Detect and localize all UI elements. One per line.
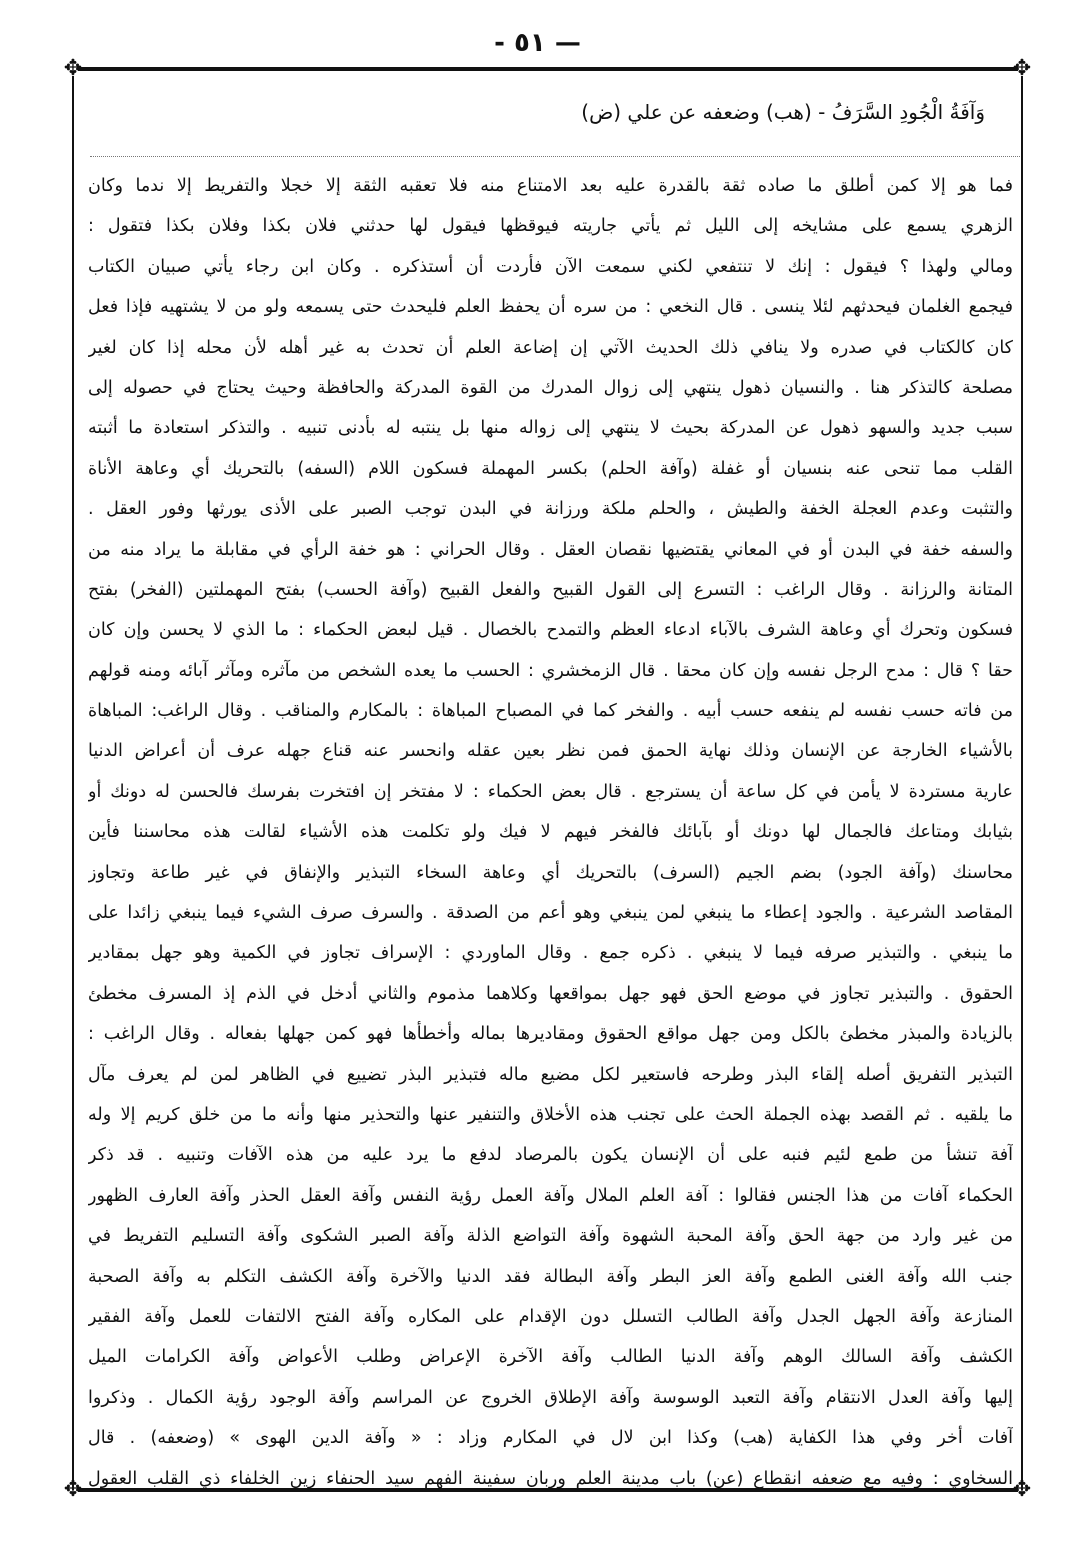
text-line: فيجمع الغلمان فيحدثهم لئلا ينسى . قال النخعي : من سره أن يحفظ العلم فليحدث حتى يسمعه ولو من لا يشتهيه فإذا فعل [88, 297, 1013, 318]
text-line: مصلحة كالتذكر هنا . والنسيان ذهول ينتهي إلى زوال المدرك من القوة المدركة والحافظة وحيث يحتاج في حصوله إلى [88, 377, 1013, 398]
text-line: بثيابك ومتاعك فالجمال لها دونك أو بآبائك فالفخر فيهم لا فيك ولو تكلمت هذه الأشياء لقالت هذه محاسننا فأين [88, 822, 1013, 843]
text-line: الزهري يسمع على مشايخه إلى الليل ثم يأتي جاريته فيوقظها فيقول لها حدثني فلان بكذا وفلان بكذا فتقول : [88, 216, 1013, 237]
corner-ornament-icon: ✥ [1012, 1477, 1032, 1502]
page-number: — ٥١ - [494, 28, 581, 58]
text-line: ما ينبغي . والتبذير صرفه فيما لا ينبغي . ذكره جمع . وقال الماوردي : الإسراف تجاوز في الكمية وهو جهل بمقادير [88, 943, 1013, 964]
text-line: إليها وآفة العدل الانتقام وآفة التعبد الوسوسة وآفة الإطلاق الخروج عن المراسم وآفة الوجود رؤية الكمال . وذكروا [88, 1387, 1013, 1408]
text-line: المنازعة وآفة الجهل الجدل وآفة الطالب التسلل دون الإقدام على المكاره وآفة الفتح الالتفات للعمل وآفة الفقير [88, 1306, 1013, 1327]
text-line: الحقوق . والتبذير تجاوز في موضع الحق فهو جهل بمواقعها وكلاهما مذموم والثاني أدخل في الذم إذ المسرف مخطئ [88, 983, 1013, 1004]
text-line: بالأشياء الخارجة عن الإنسان وذلك نهاية الحمق فمن نظر بعين عقله وانحسر عنه قناع جهله عرف أن أعراض الدنيا [88, 741, 1013, 762]
text-line: السخاوي : وفيه مع ضعفه انقطاع (عن) باب مدينة العلم وربان سفينة الفهم سيد الحنفاء زين الخلفاء ذي القلب العقول [88, 1468, 1013, 1489]
text-line: والتثبت وعدم العجلة الخفة والطيش ، والحلم ملكة ورزانة في البدن توجب الصبر على الأذى يورثها وفور العقل . [88, 499, 1013, 520]
left-border [72, 76, 74, 1490]
text-line: جنب الله وآفة الغنى الطمع وآفة العز البطر وآفة البطالة فقد الدنيا والآخرة وآفة الكشف التكلم به وآفة الصحبة [88, 1266, 1013, 1287]
corner-ornament-icon: ✥ [1012, 56, 1032, 81]
top-border [78, 67, 1018, 71]
text-line: من غير وارد من جهة الحق وآفة المحبة الشهوة وآفة التواضع الذلة وآفة الصبر الشكوى وآفة التسليم التفريط في [88, 1226, 1013, 1247]
text-line: كان كالكتاب في صدره ولا ينافي ذلك الحديث الآتي إن إضاعة العلم أن تحدث به غير أهله لأن محله إذا كان لغير [88, 337, 1013, 358]
text-line: فما هو إلا كمن أطلق ما صاده ثقة بالقدرة عليه بعد الامتناع منه فلا تعقبه الثقة إلا خجلا والتفريط إلا ندما وكان [88, 176, 1013, 196]
corner-ornament-icon: ✥ [63, 1477, 83, 1502]
text-line: المتانة والرزانة . وقال الراغب : التسرع إلى القول القبيح والفعل القبيح (وآفة الحسب) بفتح المهملتين (الفخر) بفتح [88, 579, 1013, 600]
hadith-heading: وَآفَةُ الْجُودِ السَّرَفُ - (هب) وضعفه عن علي (ض) [581, 100, 985, 124]
text-line: من فاته حسب نفسه لم ينفعه حسب أبيه . والفخر كما في المصباح المباهاة : بالمكارم والمناقب . وقال الراغب: المباهاة [88, 701, 1013, 722]
text-line: عارية مستردة لا يأمن في كل ساعة أن يسترجع . قال بعض الحكماء : لا مفتخر إن افتخرت بفرسك فالحسن له دونك أو [88, 781, 1013, 802]
text-line: الكشف وآفة السالك الوهم وآفة الدنيا الطالب وآفة الآخرة الإعراض وطلب الأعواض وآفة الكرامات الميل [88, 1347, 1013, 1368]
text-line: محاسنك (وآفة الجود) بضم الجيم (السرف) بالتحريك أي وعاهة السخاء التبذير والإنفاق في غير طاعة وتجاوز [88, 862, 1013, 883]
corner-ornament-icon: ✥ [63, 56, 83, 81]
right-border [1021, 76, 1023, 1490]
text-line: بالزيادة والمبذر مخطئ بالكل ومن جهل مواقع الحقوق ومقاديرها بماله وأخطأها فهو كمن جهلها بفعاله . وقال الراغب : [88, 1024, 1013, 1045]
separator [90, 156, 1020, 157]
text-line: سبب جديد والسهو ذهول عن المدركة بحيث لا ينتهي إلى زواله منها بل ينتبه له بأدنى تنبيه . والتذكر استعادة ما أثبته [88, 418, 1013, 439]
text-line: الحكماء آفات من هذا الجنس فقالوا : آفة العلم الملال وآفة العمل رؤية النفس وآفة العقل الحذر وآفة العارف الظهور [88, 1185, 1013, 1206]
text-line: فسكون وتحرك أي وعاهة الشرف بالآباء ادعاء العظم والتمدح بالخصال . قيل لبعض الحكماء : ما الذي لا يحسن وإن كان [88, 620, 1013, 641]
commentary-text [88, 168, 1013, 1501]
text-line: والسفه خفة في البدن أو في المعاني يقتضيها نقصان العقل . وقال الحراني : هو خفة الرأي في مقابلة ما يراد منه من [88, 539, 1013, 560]
text-line: المقاصد الشرعية . والجود إعطاء ما ينبغي لمن ينبغي وهو أعم من الصدقة . والسرف صرف الشيء فيما ينبغي زائدا على [88, 903, 1013, 924]
text-line: حقا ؟ قال : مدح الرجل نفسه وإن كان محقا . قال الزمخشري : الحسب ما يعده الشخص من مآثره ومآثر آبائه ومنه قولهم [88, 660, 1013, 681]
text-line: التبذير التفريق أصله إلقاء البذر وطرحه فاستعير لكل مضيع ماله فتبذير البذر تضييع في الظاهر لمن لم يعرف مآل [88, 1064, 1013, 1085]
text-line: القلب مما تنحى عنه بنسيان أو غفلة (وآفة الحلم) بكسر المهملة فسكون اللام (السفه) بالتحريك أي وعاهة الأناة [88, 458, 1013, 479]
text-line: ما يلقيه . ثم القصد بهذه الجملة الحث على تجنب هذه الأخلاق والتنفير عنها والتحذير منها وأنه ما من خلق كريم إلا وله [88, 1104, 1013, 1125]
text-line: آفة تنشأ من طمع لئيم فنبه على أن الإنسان يكون بالمرصاد لدفع ما يرد عليه من هذه الآفات وتنبيه . قد ذكر [88, 1145, 1013, 1166]
text-line: ومالي ولهذا ؟ فيقول : إنك لا تنتفعي لكني سمعت الآن فأردت أن أستذكره . وكان ابن رجاء يأتي صبيان الكتاب [88, 256, 1013, 277]
text-line: آفات أخر وفي هذا الكفاية (هب) وكذا ابن لال في المكارم وزاد : « وآفة الدين الهوى » (وضعفه) . قال [88, 1428, 1013, 1449]
